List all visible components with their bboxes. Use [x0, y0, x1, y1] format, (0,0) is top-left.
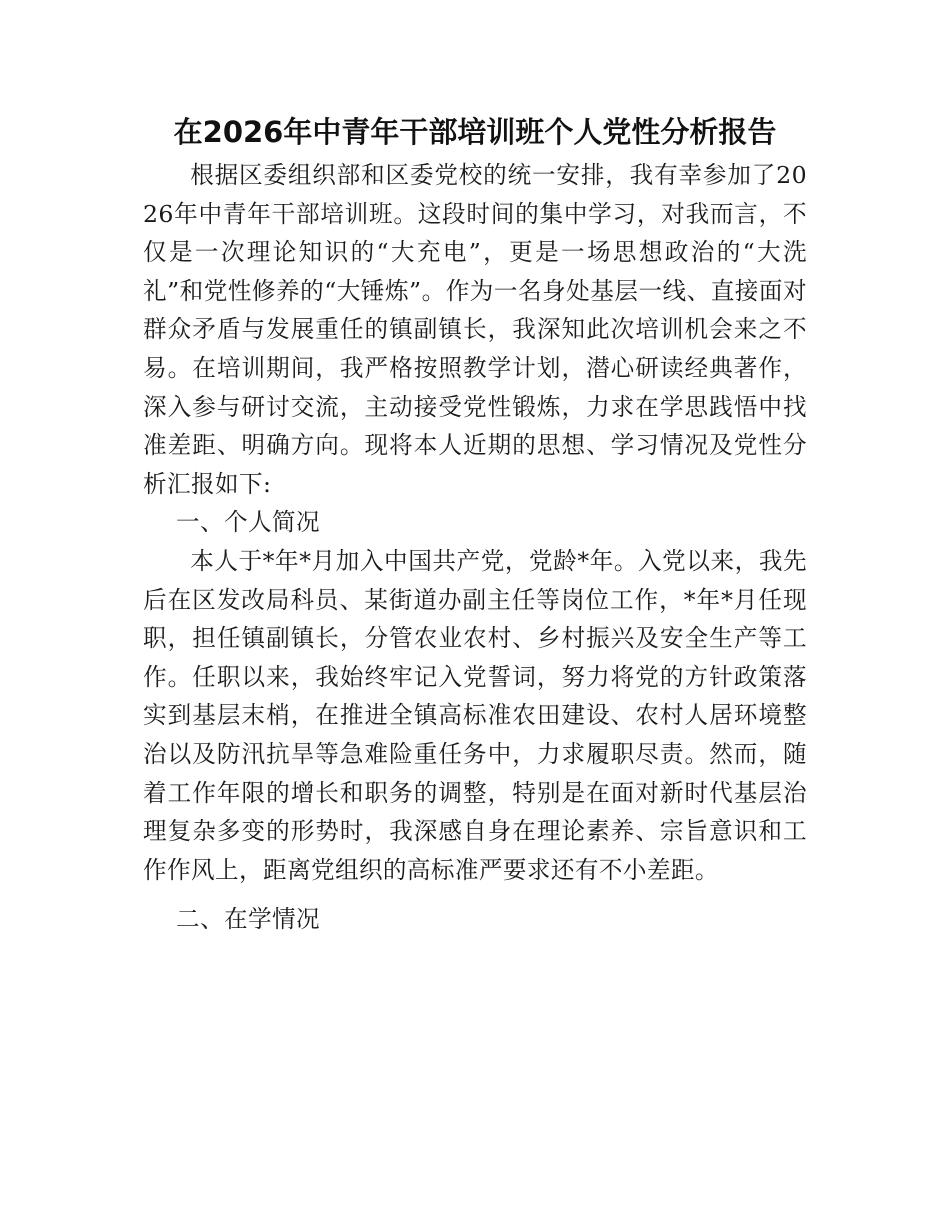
intro-paragraph: 根据区委组织部和区委党校的统一安排，我有幸参加了2026年中青年干部培训班。这段时间的集中学习，对我而言，不仅是一次理论知识的“大充电”，更是一场思想政治的“大洗礼”和党性修养的“大锤炼”。作为一名身处基层一线、直接面对群众矛盾与发展重任的镇副镇长，我深知此次培训机会来之不易。在培训期间，我严格按照教学计划，潜心研读经典著作，深入参与研讨交流，主动接受党性锻炼，力求在学思践悟中找准差距、明确方向。现将本人近期的思想、学习情况及党性分析汇报如下: [143, 161, 807, 498]
personal-profile-paragraph: 本人于*年*月加入中国共产党，党龄*年。入党以来，我先后在区发改局科员、某街道办副主任等岗位工作，*年*月任现职，担任镇副镇长，分管农业农村、乡村振兴及安全生产等工作。任职以来，我始终牢记入党誓词，努力将党的方针政策落实到基层末梢，在推进全镇高标准农田建设、农村人居环境整治以及防汛抗旱等急难险重任务中，力求履职尽责。然而，随着工作年限的增长和职务的调整，特别是在面对新时代基层治理复杂多变的形势时，我深感自身在理论素养、宗旨意识和工作作风上，距离党组织的高标准严要求还有不小差距。 [143, 546, 807, 884]
section-heading-study-situation: 二、在学情况 [176, 905, 320, 934]
section-heading-personal-profile: 一、个人简况 [176, 508, 320, 537]
document-title: 在2026年中青年干部培训班个人党性分析报告 [173, 115, 777, 149]
document-page [143, 108, 807, 939]
